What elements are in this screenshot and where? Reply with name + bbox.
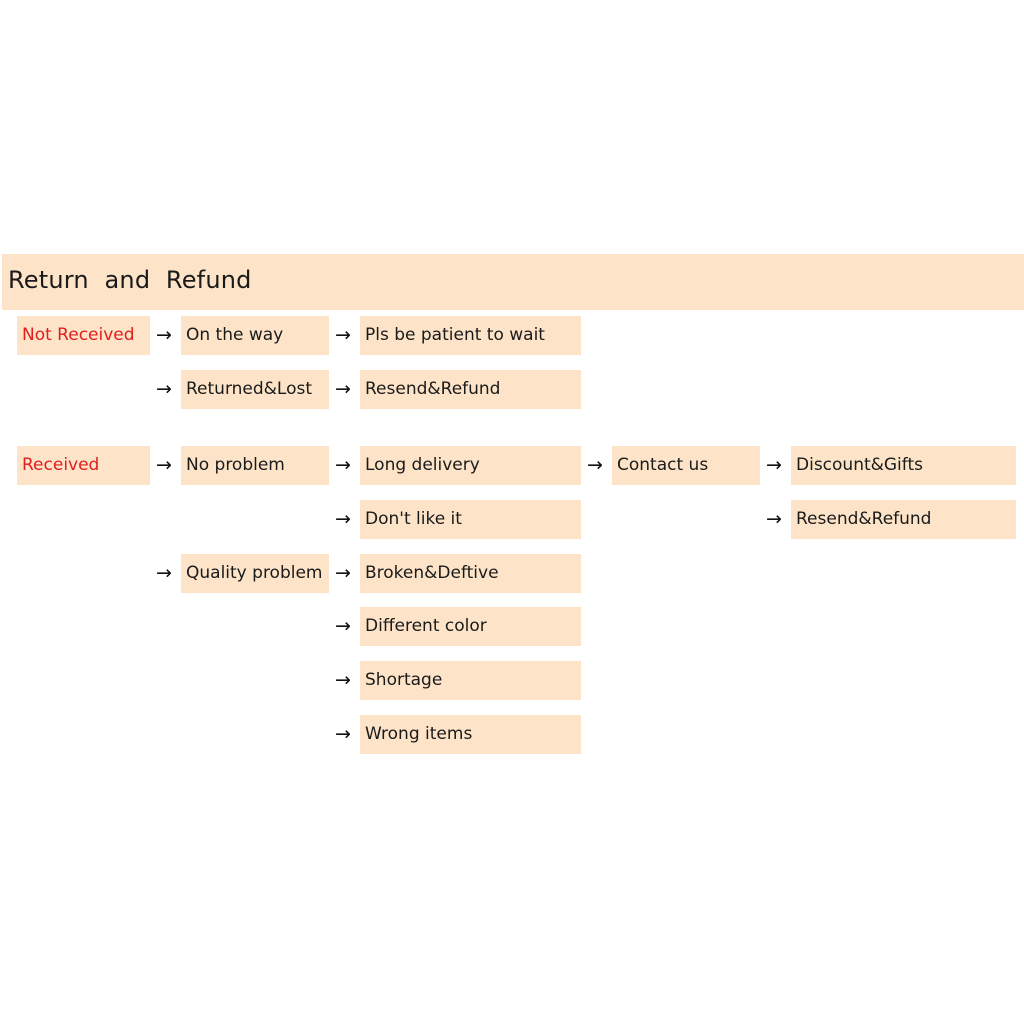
arrow-icon: → [156, 324, 172, 346]
arrow-icon: → [766, 454, 782, 476]
node-dont-like-it: Don't like it [360, 500, 581, 539]
node-on-the-way: On the way [181, 316, 329, 355]
arrow-icon: → [587, 454, 603, 476]
node-resend-refund: Resend&Refund [360, 370, 581, 409]
node-no-problem: No problem [181, 446, 329, 485]
node-received: Received [17, 446, 150, 485]
arrow-icon: → [156, 454, 172, 476]
node-contact-us: Contact us [612, 446, 760, 485]
arrow-icon: → [335, 615, 351, 637]
node-broken-deftive: Broken&Deftive [360, 554, 581, 593]
arrow-icon: → [766, 508, 782, 530]
node-not-received: Not Received [17, 316, 150, 355]
node-resend-refund-2: Resend&Refund [791, 500, 1016, 539]
arrow-icon: → [335, 454, 351, 476]
node-discount-gifts: Discount&Gifts [791, 446, 1016, 485]
arrow-icon: → [335, 562, 351, 584]
arrow-icon: → [335, 723, 351, 745]
node-returned-lost: Returned&Lost [181, 370, 329, 409]
diagram-title: Return and Refund [8, 266, 252, 294]
arrow-icon: → [335, 324, 351, 346]
node-pls-wait: Pls be patient to wait [360, 316, 581, 355]
arrow-icon: → [335, 669, 351, 691]
node-different-color: Different color [360, 607, 581, 646]
title-bar [2, 254, 1024, 310]
node-long-delivery: Long delivery [360, 446, 581, 485]
node-quality-problem: Quality problem [181, 554, 329, 593]
arrow-icon: → [156, 562, 172, 584]
arrow-icon: → [335, 378, 351, 400]
node-shortage: Shortage [360, 661, 581, 700]
node-wrong-items: Wrong items [360, 715, 581, 754]
arrow-icon: → [335, 508, 351, 530]
arrow-icon: → [156, 378, 172, 400]
